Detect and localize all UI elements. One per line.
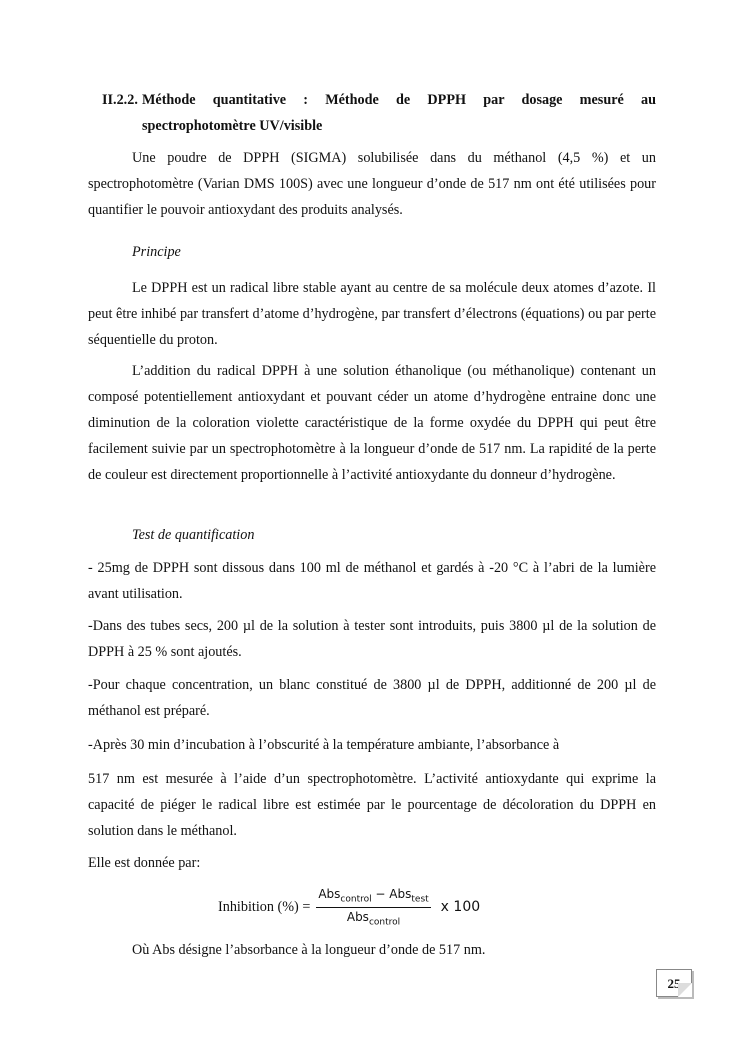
- step-2: -Dans des tubes secs, 200 µl de la solution à tester sont introduits, puis 3800 µl de la solution de DPPH à 25 % sont ajoutés.: [88, 618, 656, 660]
- step-1: - 25mg de DPPH sont dissous dans 100 ml de méthanol et gardés à -20 °C à l’abri de la lumière avant utilisation.: [88, 560, 656, 602]
- formula-denominator: Abs$_{control}$: [346, 909, 401, 927]
- formula-intro: Elle est donnée par:: [88, 855, 201, 871]
- intro-paragraph: Une poudre de DPPH (SIGMA) solubilisée dans du méthanol (4,5 %) et un spectrophotomètre (Varian DMS 100S) avec une longueur d’onde de 517 nm ont été utilisées pour quantifier le pouvoir antioxydant des produits analysés.: [88, 150, 656, 218]
- section-title-line2: spectrophotomètre UV/visible: [142, 118, 323, 134]
- section-title-line1: Méthode quantitative : Méthode de DPPH par dosage mesuré au: [142, 92, 656, 108]
- inhibition-formula: [218, 887, 480, 927]
- page-fold-icon: [678, 983, 692, 997]
- principe-paragraph-1: Le DPPH est un radical libre stable ayant au centre de sa molécule deux atomes d’azote. Il peut être inhibé par transfert d’atome d’hydrogène, par transfert d’électrons (équations) ou par perte séquentielle du proton.: [88, 280, 656, 348]
- formula-numerator: Abs$_{control}$ − Abs$_{test}$: [316, 887, 430, 907]
- principe-title: Principe: [132, 244, 181, 260]
- test-title: Test de quantification: [132, 527, 255, 543]
- continuation-paragraph: 517 nm est mesurée à l’aide d’un spectrophotomètre. L’activité antioxydante qui exprime la capacité de piéger le radical libre est estimée par le pourcentage de décoloration du DPPH en solution dans le méthanol.: [88, 771, 656, 839]
- step-3: -Pour chaque concentration, un blanc constitué de 3800 µl de DPPH, additionné de 200 µl de méthanol est préparé.: [88, 677, 656, 719]
- formula-lhs: Inhibition (%) =: [218, 898, 311, 915]
- principe-paragraph-2: L’addition du radical DPPH à une solution éthanolique (ou méthanolique) contenant un composé potentiellement antioxydant et pouvant céder un atome d’hydrogène entraine donc une diminution de la coloration violette caractéristique de la forme oxydée du DPPH qui peut être facilement suivie par un spectrophotomètre à la longueur d’onde de 517 nm. La rapidité de la perte de couleur est directement proportionnelle à l’activité antioxydante du donneur d’hydrogène.: [88, 363, 656, 483]
- formula-multiplier: x 100: [440, 899, 481, 915]
- page-number: 25: [667, 976, 681, 991]
- page-number-box: [656, 969, 692, 997]
- abs-definition: Où Abs désigne l’absorbance à la longueur d’onde de 517 nm.: [132, 942, 486, 958]
- section-heading: [102, 87, 656, 139]
- formula-fraction: [316, 887, 430, 927]
- section-number: II.2.2.: [102, 92, 138, 108]
- step-4: -Après 30 min d’incubation à l’obscurité à la température ambiante, l’absorbance à: [88, 737, 560, 753]
